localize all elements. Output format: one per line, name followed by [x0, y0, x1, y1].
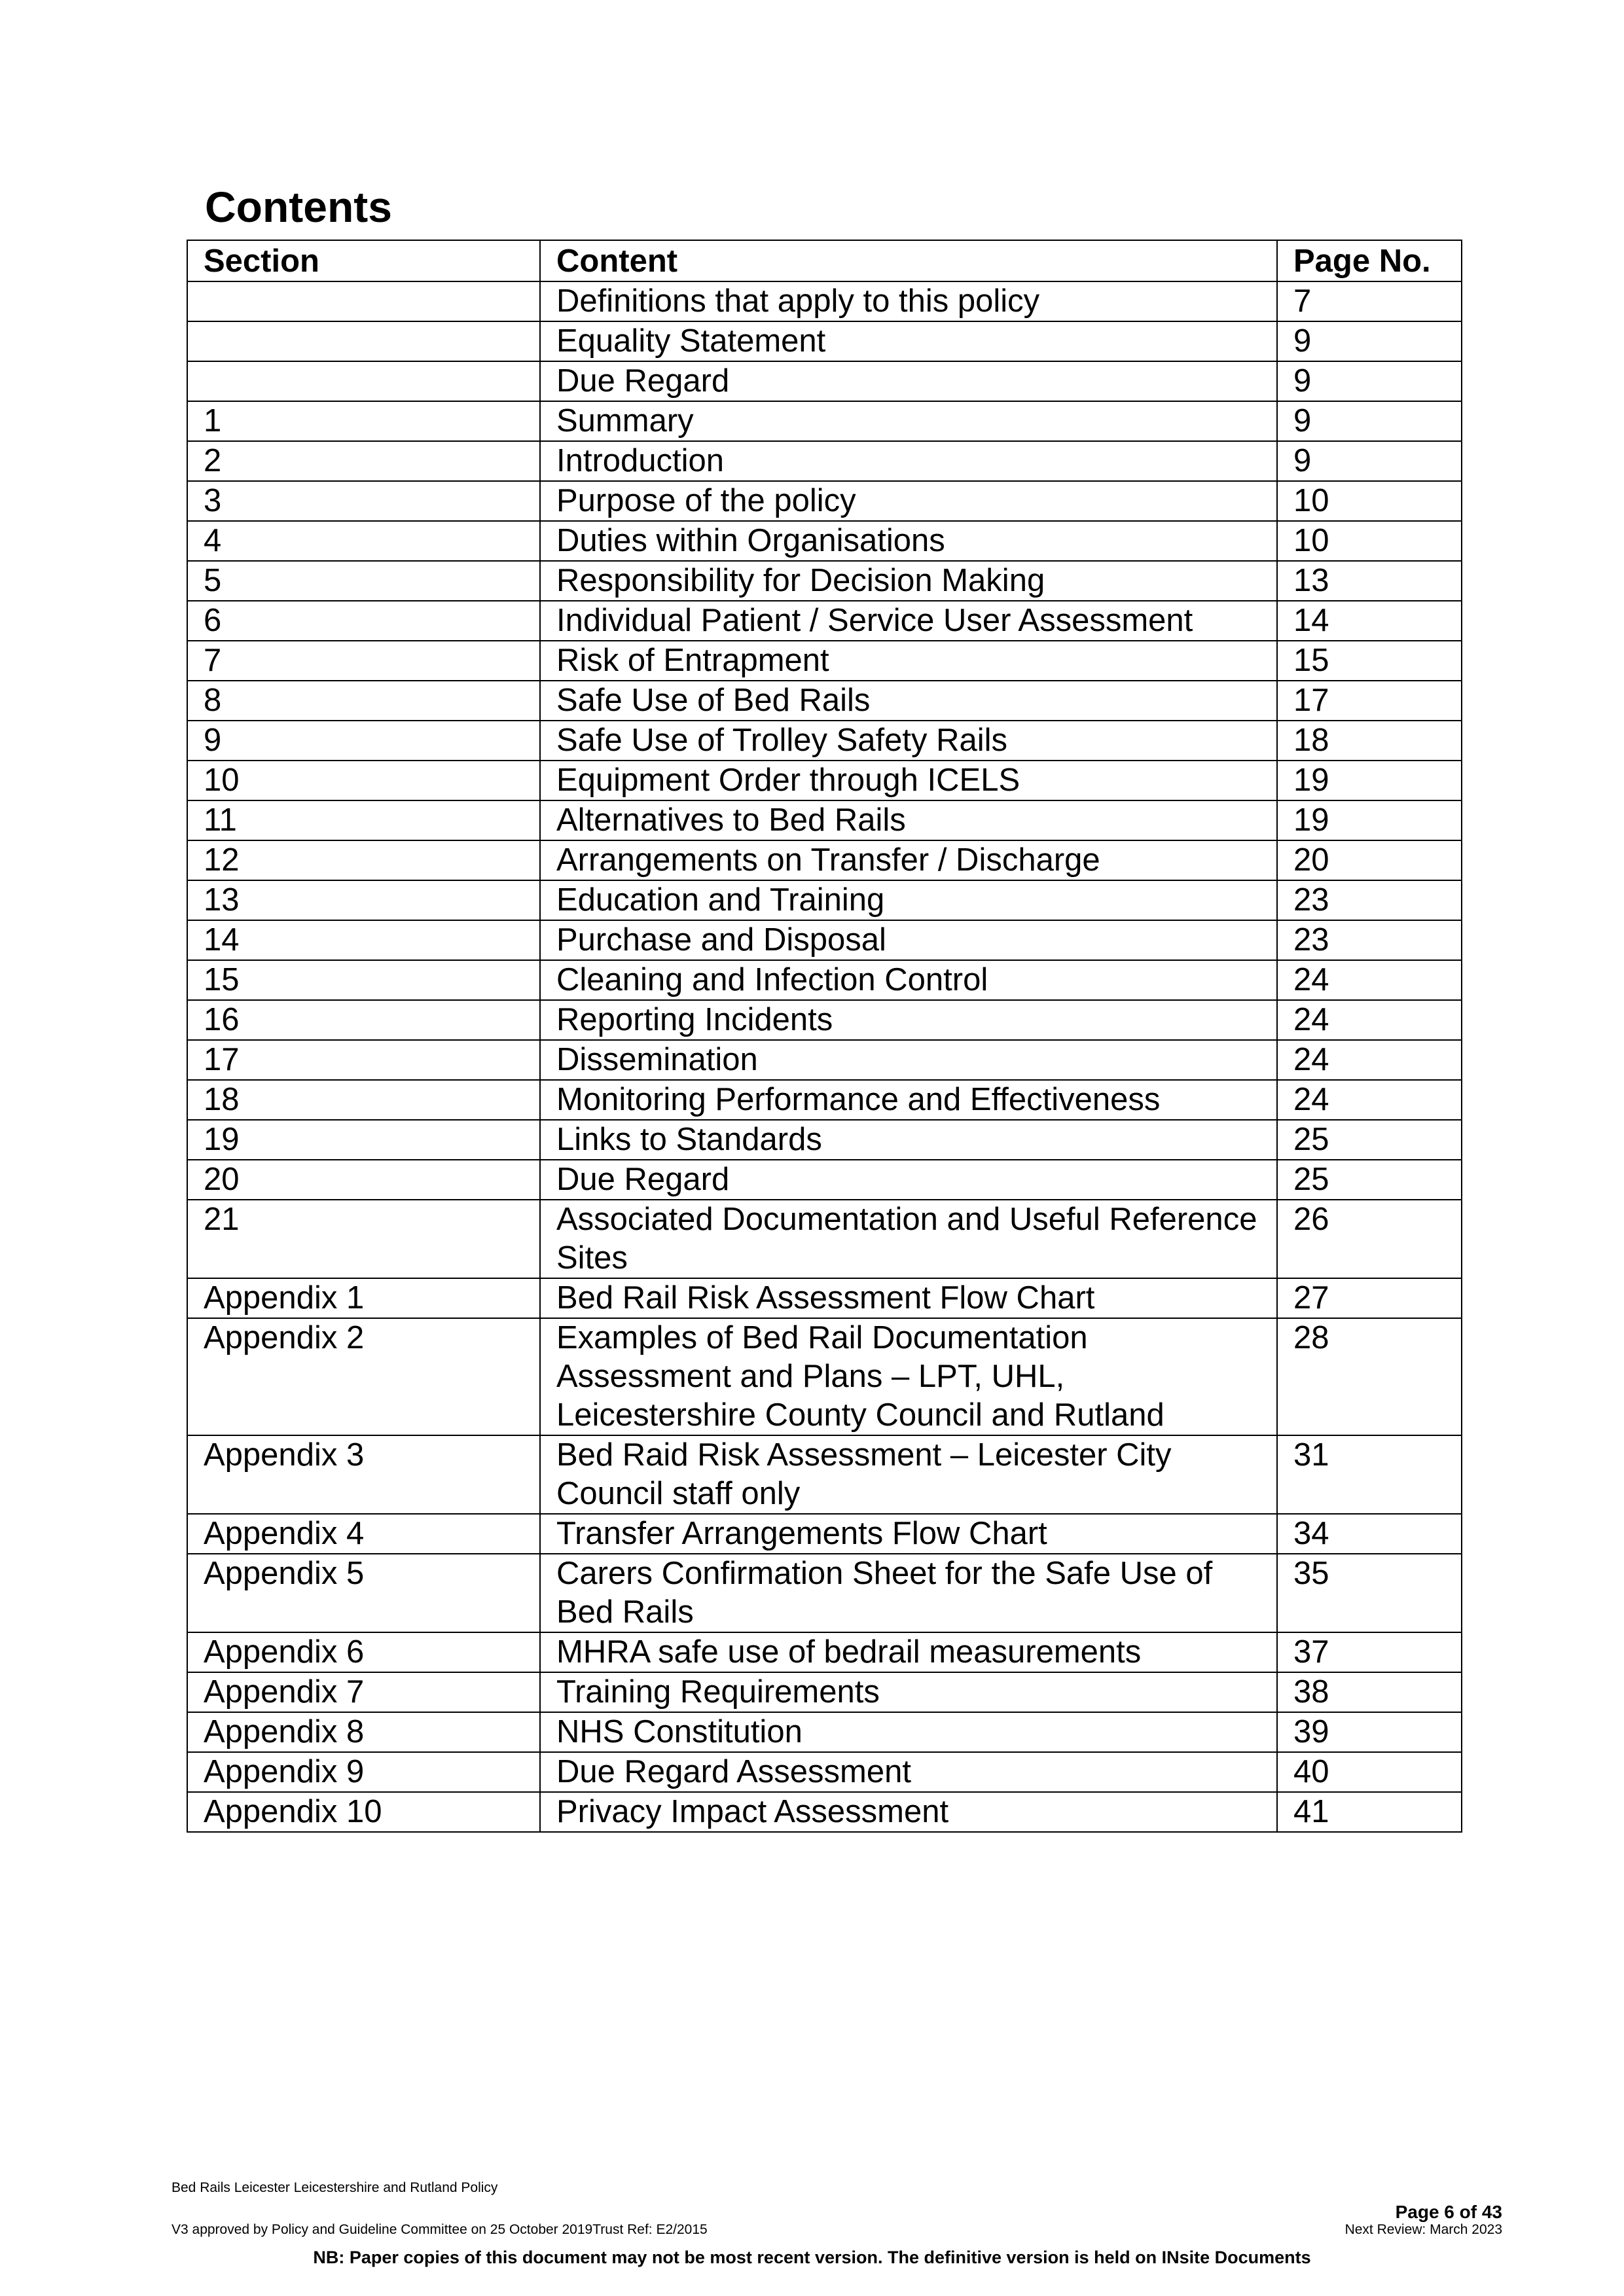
cell-content: Responsibility for Decision Making [540, 561, 1277, 601]
cell-content: Arrangements on Transfer / Discharge [540, 840, 1277, 880]
cell-section: 8 [187, 681, 540, 721]
table-row [187, 761, 1462, 800]
cell-page-no: 7 [1277, 281, 1462, 321]
cell-page-no: 25 [1277, 1120, 1462, 1160]
cell-page-no: 13 [1277, 561, 1462, 601]
cell-content: Duties within Organisations [540, 521, 1277, 561]
table-row [187, 321, 1462, 361]
table-row [187, 1712, 1462, 1752]
cell-page-no: 38 [1277, 1672, 1462, 1712]
table-row [187, 1120, 1462, 1160]
table-row [187, 721, 1462, 761]
table-row [187, 1435, 1462, 1514]
cell-section: 7 [187, 641, 540, 681]
cell-content: Introduction [540, 441, 1277, 481]
cell-page-no: 19 [1277, 761, 1462, 800]
cell-section: 18 [187, 1080, 540, 1120]
cell-content: Education and Training [540, 880, 1277, 920]
cell-page-no: 35 [1277, 1554, 1462, 1632]
table-row [187, 1278, 1462, 1318]
cell-content: NHS Constitution [540, 1712, 1277, 1752]
table-row [187, 1160, 1462, 1200]
footer-page-number: Page 6 of 43 [1395, 2202, 1502, 2222]
cell-section: 15 [187, 960, 540, 1000]
cell-section [187, 321, 540, 361]
cell-content: Bed Raid Risk Assessment – Leicester City Council staff only [540, 1435, 1277, 1514]
cell-page-no: 41 [1277, 1792, 1462, 1832]
table-row [187, 681, 1462, 721]
table-row [187, 561, 1462, 601]
table-row [187, 1632, 1462, 1672]
footer-next-review: Next Review: March 2023 [1344, 2222, 1502, 2237]
cell-section: 2 [187, 441, 540, 481]
cell-section: Appendix 4 [187, 1514, 540, 1554]
cell-page-no: 17 [1277, 681, 1462, 721]
cell-section: Appendix 1 [187, 1278, 540, 1318]
cell-section: 14 [187, 920, 540, 960]
cell-section: 3 [187, 481, 540, 521]
cell-section: 4 [187, 521, 540, 561]
cell-content: Associated Documentation and Useful Reference Sites [540, 1200, 1277, 1278]
cell-page-no: 26 [1277, 1200, 1462, 1278]
cell-section: 17 [187, 1040, 540, 1080]
cell-page-no: 24 [1277, 1000, 1462, 1040]
table-row [187, 1672, 1462, 1712]
contents-table [187, 240, 1462, 1833]
cell-section: 5 [187, 561, 540, 601]
cell-page-no: 10 [1277, 481, 1462, 521]
cell-page-no: 9 [1277, 401, 1462, 441]
cell-page-no: 14 [1277, 601, 1462, 641]
cell-section: 13 [187, 880, 540, 920]
cell-page-no: 25 [1277, 1160, 1462, 1200]
cell-page-no: 23 [1277, 920, 1462, 960]
table-row [187, 1554, 1462, 1632]
cell-content: Due Regard [540, 1160, 1277, 1200]
cell-content: Individual Patient / Service User Assessment [540, 601, 1277, 641]
footer-policy-name: Bed Rails Leicester Leicestershire and Rutland Policy [171, 2180, 498, 2195]
cell-content: Summary [540, 401, 1277, 441]
cell-content: Links to Standards [540, 1120, 1277, 1160]
cell-content: Equipment Order through ICELS [540, 761, 1277, 800]
page-title: Contents [205, 183, 392, 231]
table-row [187, 521, 1462, 561]
cell-page-no: 20 [1277, 840, 1462, 880]
cell-content: Bed Rail Risk Assessment Flow Chart [540, 1278, 1277, 1318]
table-header-row [187, 240, 1462, 281]
cell-page-no: 15 [1277, 641, 1462, 681]
cell-content: Safe Use of Trolley Safety Rails [540, 721, 1277, 761]
cell-section: 16 [187, 1000, 540, 1040]
cell-page-no: 28 [1277, 1318, 1462, 1435]
table-row [187, 1040, 1462, 1080]
cell-page-no: 9 [1277, 321, 1462, 361]
cell-section: 19 [187, 1120, 540, 1160]
table-row [187, 1000, 1462, 1040]
cell-content: Purchase and Disposal [540, 920, 1277, 960]
cell-section: 6 [187, 601, 540, 641]
cell-page-no: 27 [1277, 1278, 1462, 1318]
cell-section: Appendix 7 [187, 1672, 540, 1712]
cell-page-no: 24 [1277, 1080, 1462, 1120]
cell-page-no: 34 [1277, 1514, 1462, 1554]
header-content: Content [540, 240, 1277, 281]
cell-content: Safe Use of Bed Rails [540, 681, 1277, 721]
cell-page-no: 40 [1277, 1752, 1462, 1792]
cell-content: Equality Statement [540, 321, 1277, 361]
header-page-no: Page No. [1277, 240, 1462, 281]
table-row [187, 601, 1462, 641]
cell-content: Training Requirements [540, 1672, 1277, 1712]
table-row [187, 1200, 1462, 1278]
table-row [187, 361, 1462, 401]
header-section: Section [187, 240, 540, 281]
table-body [187, 281, 1462, 1832]
cell-content: Alternatives to Bed Rails [540, 800, 1277, 840]
cell-page-no: 9 [1277, 441, 1462, 481]
cell-section: 21 [187, 1200, 540, 1278]
table-row [187, 1318, 1462, 1435]
cell-page-no: 18 [1277, 721, 1462, 761]
cell-section: 9 [187, 721, 540, 761]
cell-section: Appendix 2 [187, 1318, 540, 1435]
cell-section [187, 281, 540, 321]
cell-section [187, 361, 540, 401]
table-row [187, 1080, 1462, 1120]
table-row [187, 481, 1462, 521]
cell-page-no: 19 [1277, 800, 1462, 840]
cell-content: Transfer Arrangements Flow Chart [540, 1514, 1277, 1554]
cell-page-no: 37 [1277, 1632, 1462, 1672]
cell-content: Due Regard Assessment [540, 1752, 1277, 1792]
cell-section: Appendix 9 [187, 1752, 540, 1792]
cell-page-no: 39 [1277, 1712, 1462, 1752]
cell-content: Monitoring Performance and Effectiveness [540, 1080, 1277, 1120]
cell-page-no: 9 [1277, 361, 1462, 401]
table-row [187, 880, 1462, 920]
cell-content: MHRA safe use of bedrail measurements [540, 1632, 1277, 1672]
cell-content: Purpose of the policy [540, 481, 1277, 521]
cell-content: Cleaning and Infection Control [540, 960, 1277, 1000]
footer-approval: V3 approved by Policy and Guideline Committee on 25 October 2019Trust Ref: E2/2015 [171, 2222, 708, 2237]
cell-section: 20 [187, 1160, 540, 1200]
cell-section: Appendix 6 [187, 1632, 540, 1672]
table-row [187, 920, 1462, 960]
table-row [187, 641, 1462, 681]
cell-content: Privacy Impact Assessment [540, 1792, 1277, 1832]
cell-page-no: 24 [1277, 960, 1462, 1000]
cell-content: Examples of Bed Rail Documentation Assessment and Plans – LPT, UHL, Leicestershire County Council and Rutland [540, 1318, 1277, 1435]
cell-content: Risk of Entrapment [540, 641, 1277, 681]
table-row [187, 840, 1462, 880]
cell-section: 12 [187, 840, 540, 880]
cell-section: Appendix 8 [187, 1712, 540, 1752]
cell-page-no: 31 [1277, 1435, 1462, 1514]
cell-content: Dissemination [540, 1040, 1277, 1080]
table-row [187, 960, 1462, 1000]
cell-page-no: 24 [1277, 1040, 1462, 1080]
table-row [187, 1792, 1462, 1832]
cell-content: Carers Confirmation Sheet for the Safe Use of Bed Rails [540, 1554, 1277, 1632]
cell-section: 1 [187, 401, 540, 441]
cell-content: Due Regard [540, 361, 1277, 401]
table-row [187, 281, 1462, 321]
cell-content: Reporting Incidents [540, 1000, 1277, 1040]
table-row [187, 1752, 1462, 1792]
cell-section: Appendix 10 [187, 1792, 540, 1832]
cell-page-no: 23 [1277, 880, 1462, 920]
footer-nb-notice: NB: Paper copies of this document may not be most recent version. The definitive version is held on INsite Documents [313, 2248, 1311, 2267]
cell-section: Appendix 3 [187, 1435, 540, 1514]
cell-page-no: 10 [1277, 521, 1462, 561]
cell-section: 10 [187, 761, 540, 800]
table-row [187, 800, 1462, 840]
cell-content: Definitions that apply to this policy [540, 281, 1277, 321]
cell-section: Appendix 5 [187, 1554, 540, 1632]
cell-section: 11 [187, 800, 540, 840]
table-row [187, 1514, 1462, 1554]
table-row [187, 441, 1462, 481]
table-row [187, 401, 1462, 441]
